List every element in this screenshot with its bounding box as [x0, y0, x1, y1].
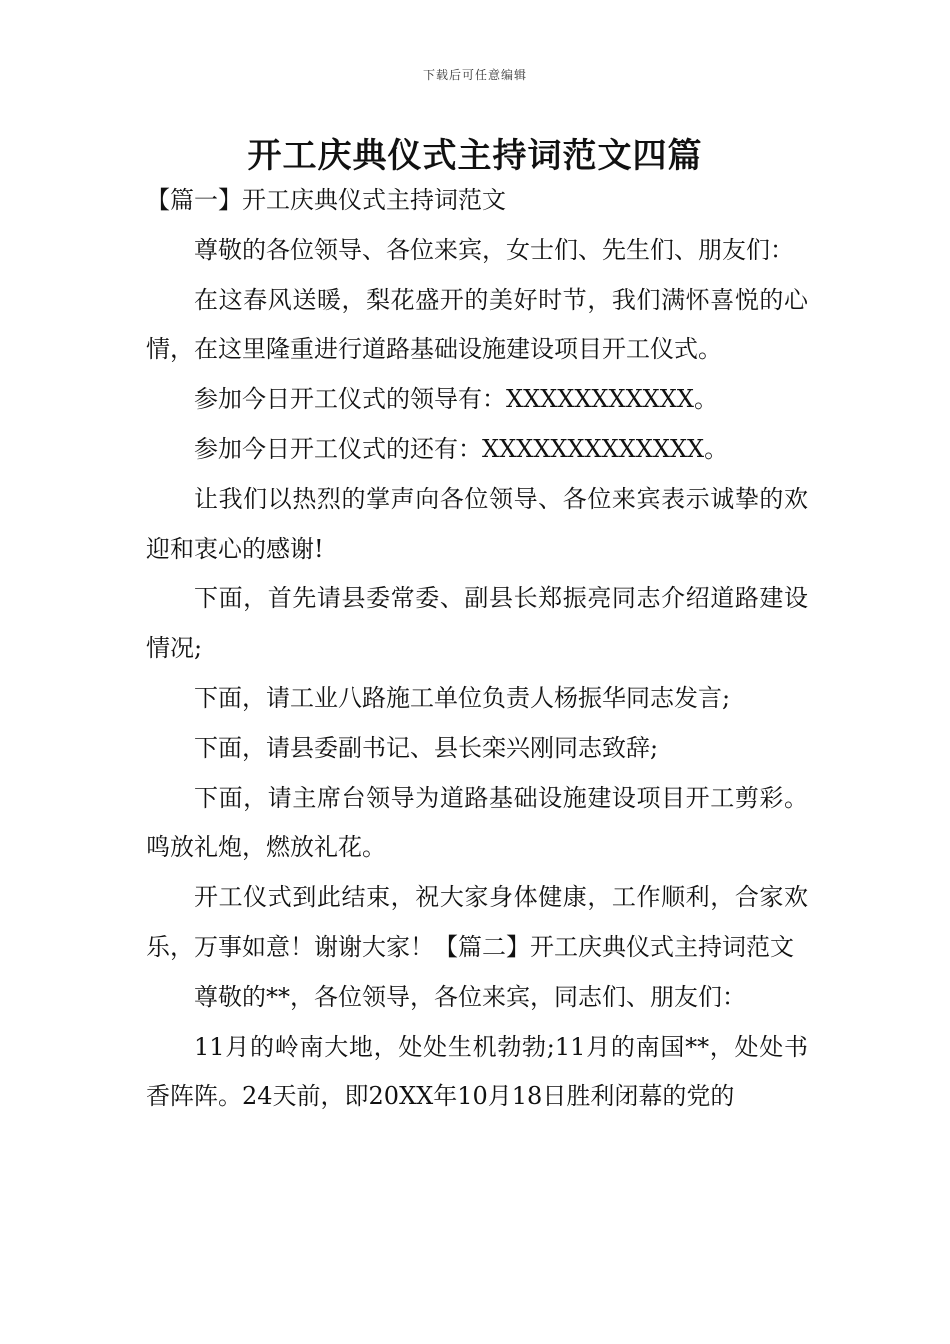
paragraph: 尊敬的**，各位领导，各位来宾，同志们、朋友们：	[194, 982, 746, 1011]
paragraph: 下面，请县委副书记、县长栾兴刚同志致辞;	[194, 733, 659, 762]
paragraph: 参加今日开工仪式的领导有：XXXXXXXXXXX。	[194, 385, 718, 414]
paragraph: 下面，请工业八路施工单位负责人杨振华同志发言;	[194, 683, 731, 712]
paragraph: 下面，首先请县委常委、副县长郑振亮同志介绍道路建设情况;	[146, 584, 808, 663]
document-body	[146, 176, 808, 1122]
paragraph: 让我们以热烈的掌声向各位领导、各位来宾表示诚挚的欢迎和衷心的感谢!	[146, 484, 808, 563]
paragraph: 11月的岭南大地，处处生机勃勃;11月的南国**，处处书香阵阵。24天前，即20XX年10月18日胜利闭幕的党的	[146, 1032, 808, 1111]
paragraph: 尊敬的各位领导、各位来宾，女士们、先生们、朋友们：	[194, 235, 794, 264]
paragraph: 开工仪式到此结束，祝大家身体健康，工作顺利，合家欢乐，万事如意！谢谢大家！【篇二】开工庆典仪式主持词范文	[146, 883, 808, 961]
header-note: 下载后可任意编辑	[422, 68, 527, 82]
document-title: 开工庆典仪式主持词范文四篇	[247, 136, 703, 176]
paragraph: 下面，请主席台领导为道路基础设施建设项目开工剪彩。鸣放礼炮，燃放礼花。	[146, 783, 808, 862]
section-heading: 【篇一】开工庆典仪式主持词范文	[146, 186, 506, 214]
paragraph: 在这春风送暖，梨花盛开的美好时节，我们满怀喜悦的心情，在这里隆重进行道路基础设施建设项目开工仪式。	[146, 285, 808, 364]
paragraph: 参加今日开工仪式的还有：XXXXXXXXXXXXX。	[194, 434, 729, 463]
